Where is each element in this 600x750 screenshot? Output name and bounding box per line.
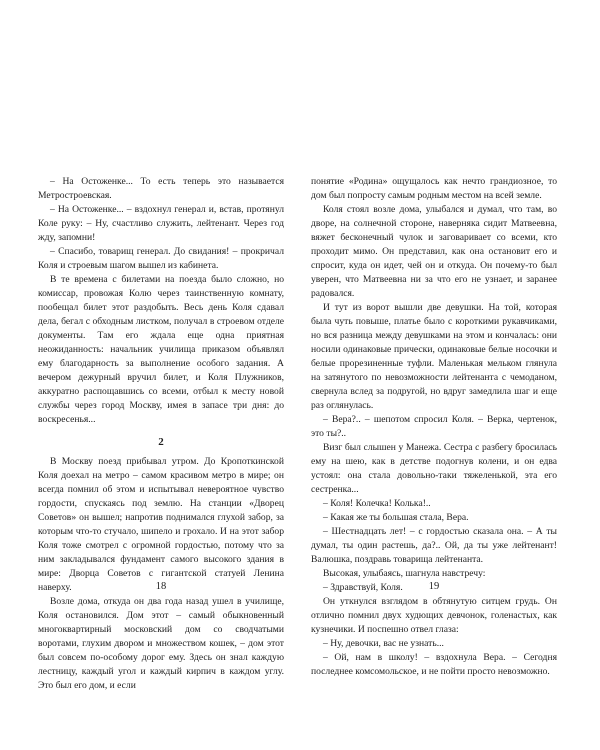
page-number-left: 18 [155,581,167,592]
chapter-number: 2 [158,436,164,448]
paragraph: Высокая, улыбаясь, шагнула навстречу: [323,568,486,579]
dialogue-line: – Вера?.. – шепотом спросил Коля. – Верка, чертенок, это ты?.. [311,414,557,439]
paragraph-continuation: понятие «Родина» ощущалось как нечто грандиозное, то дом был попросту самым родным местом на всей земле. [311,176,557,201]
paragraph: И тут из ворот вышли две девушки. На той, которая была чуть повыше, платье было с короткими рукавчиками, но вся разница между девушками на этом и кончалась: они носили одинаковые прически, одинаковые белые носочки и белые прорезиненные туфли. Маленькая мельком глянула на затянутого по невозможности лейтенанта с чемоданом, свернула вслед за подругой, но вдруг замедлила шаг и еще раз оглянулась. [311,302,557,411]
paragraph: – На Остоженке... – вздохнул генерал и, встав, протянул Коле руку: – Ну, счастливо служить, лейтенант. Через год жду, запомни! [38,204,284,243]
dialogue-line: – Ой, нам в школу! – вздохнула Вера. – Сегодня последнее комсомольское, и не пойти просто невозможно. [311,652,557,677]
paragraph: В те времена с билетами на поезда было сложно, но комиссар, провожая Колю через таинственную комнату, пообещал билет этот раздобыть. Весь день Коля сдавал дела, бегал с обходным листком, получал в строевом отделе документы. Там его ждала еще одна приятная неожиданность: начальник училища приказом объявлял ему благодарность за выполнение особого задания. А вечером дежурный вручил билет, и Коля Плужников, аккуратно распощавшись со всеми, отбыл к месту новой службы через город Москву, имея в запасе три дня: до воскресенья... [38,274,284,425]
dialogue-line: – Ну, девочки, вас не узнать... [323,638,444,649]
dialogue-line: – Шестнадцать лет! – с гордостью сказала она. – А ты думал, ты один растешь, да?.. Ой, да ты уже лейтенант! Валюшка, поздравь товарища лейтенанта. [311,526,557,565]
page-number-right: 19 [428,581,440,592]
right-page [311,175,557,679]
dialogue-line: – Какая же ты большая стала, Вера. [323,512,469,523]
paragraph: В Москву поезд прибывал утром. До Кропоткинской Коля доехал на метро – самом красивом метро в мире; он всегда помнил об этом и испытывал невероятное чувство гордости, спускаясь под землю. На станции «Дворец Советов» он вышел; напротив поднимался глухой забор, за которым что-то стучало, шипело и грохало. И на этот забор Коля тоже смотрел с огромной гордостью, потому что за ним закладывался фундамент самого высокого здания в мире: Дворца Советов с гигантской статуей Ленина наверху. [38,456,284,593]
left-page [38,175,284,693]
paragraph: Возле дома, откуда он два года назад ушел в училище, Коля остановился. Дом этот – самый обыкновенный многоквартирный московский дом со сводчатыми воротами, глухим двором и множеством кошек, – дом этот был совсем по-особому дорог ему. Здесь он знал каждую лестницу, каждый угол и каждый кирпич в каждом углу. Это был его дом, и если [38,596,284,691]
paragraph: – На Остоженке... То есть теперь это называется Метростроевская. [38,176,284,201]
paragraph: Визг был слышен у Манежа. Сестра с разбегу бросилась ему на шею, как в детстве подогнув колени, и он едва устоял: она стала довольно-таки тяжеленькой, эта его сестренка... [311,442,557,495]
paragraph: – Спасибо, товарищ генерал. До свидания! – прокричал Коля и строевым шагом вышел из кабинета. [38,246,284,271]
paragraph: Коля стоял возле дома, улыбался и думал, что там, во дворе, на солнечной стороне, наверняка сидит Матвеевна, вяжет бесконечный чулок и заговаривает со всеми, кто проходит мимо. Он представил, как она остановит его и спросит, куда он идет, чей он и откуда. Он почему-то был уверен, что Матвеевна ни за что его не узнает, и заранее радовался. [311,204,557,299]
dialogue-line: – Коля! Колечка! Колька!.. [323,498,431,509]
dialogue-line: – Здравствуй, Коля. [323,582,403,593]
paragraph: Он уткнулся взглядом в обтянутую ситцем грудь. Он отлично помнил двух худющих девчонок, голенастых, как кузнечики. И поспешно отвел глаза: [311,596,557,635]
